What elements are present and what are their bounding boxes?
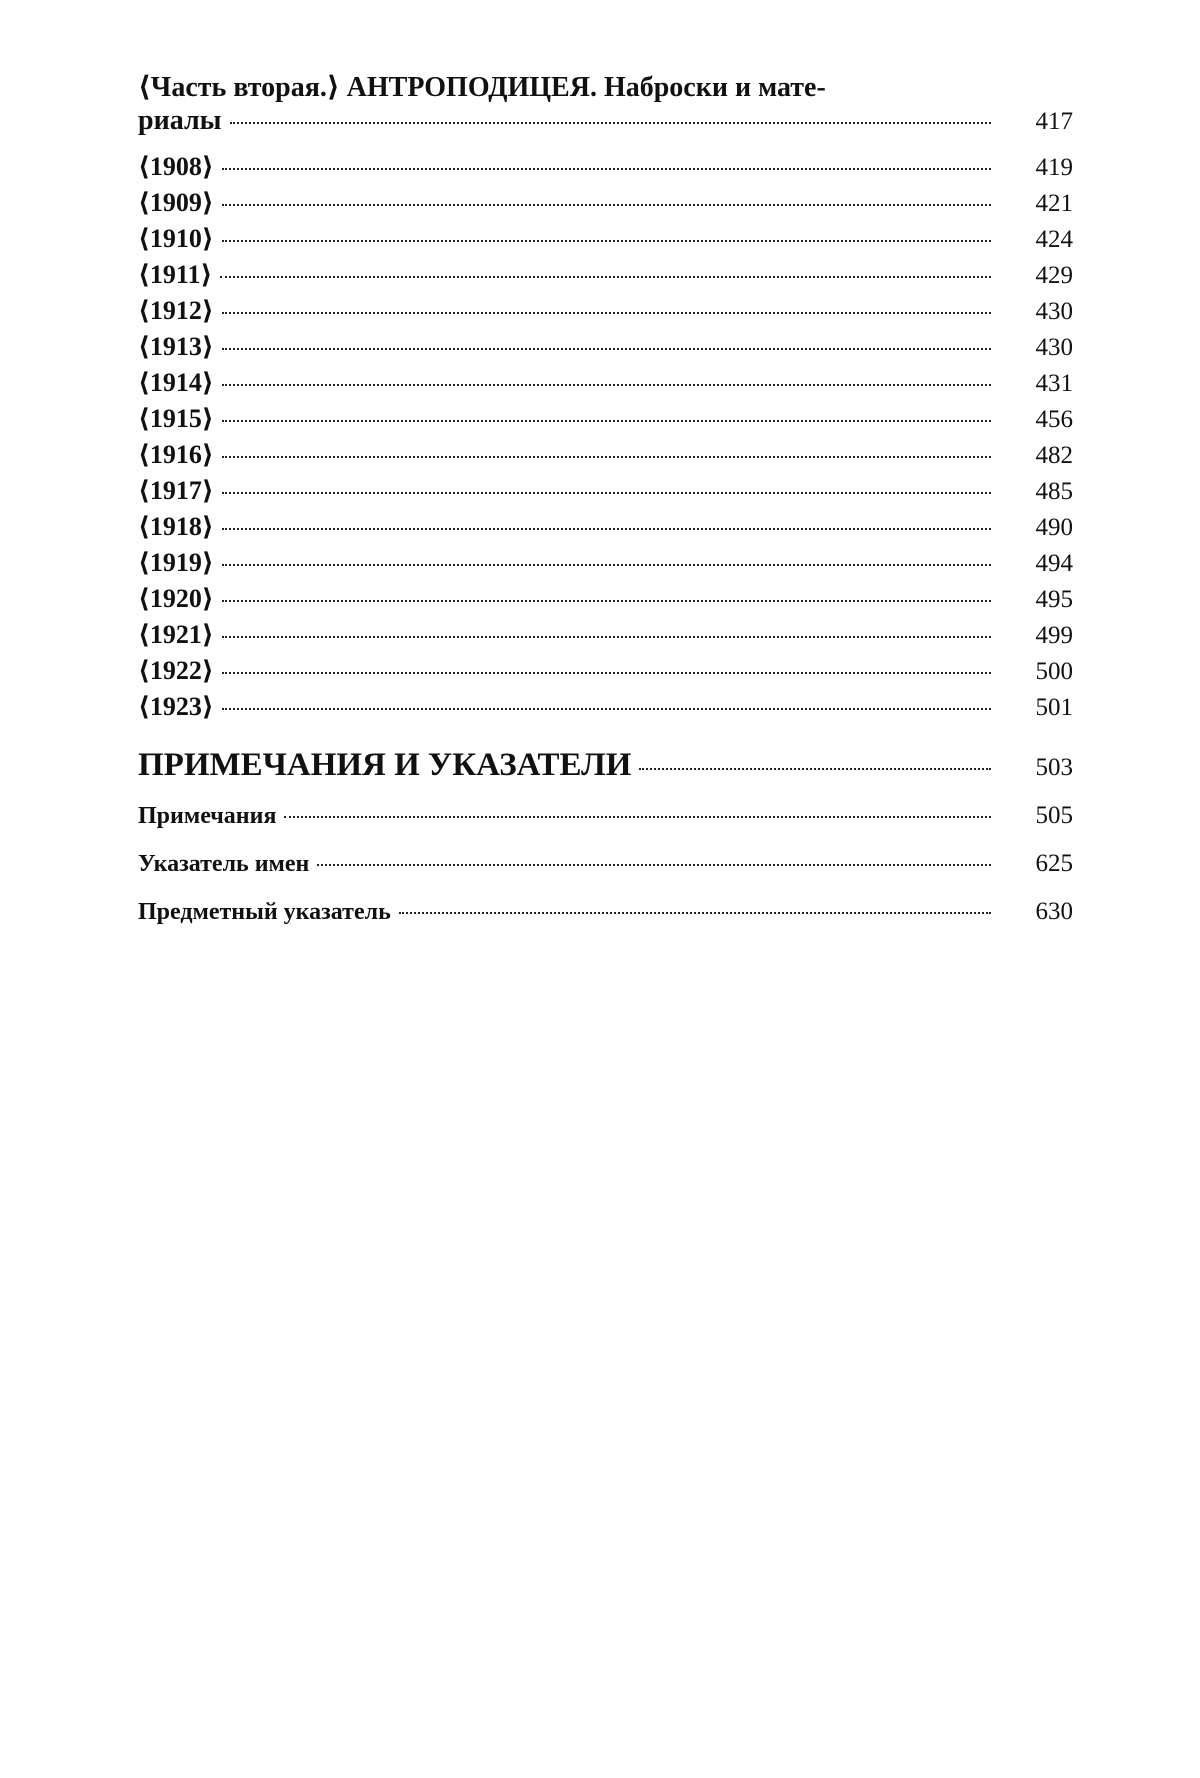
page-number: 482 bbox=[1035, 442, 1073, 469]
page-number: 495 bbox=[1035, 586, 1073, 613]
entry-label: ⟨1909⟩ bbox=[138, 188, 214, 217]
toc-entry-year bbox=[138, 149, 1073, 185]
page-number: 430 bbox=[1035, 298, 1073, 325]
dot-leader bbox=[222, 528, 991, 530]
dot-leader bbox=[222, 312, 991, 314]
page-number: 431 bbox=[1035, 370, 1073, 397]
entry-label: Указатель имен bbox=[138, 851, 310, 877]
dot-leader bbox=[317, 864, 991, 866]
page-number: 421 bbox=[1035, 190, 1073, 217]
entry-label: ⟨1912⟩ bbox=[138, 296, 214, 325]
toc-entry-year bbox=[138, 293, 1073, 329]
page-number: 499 bbox=[1035, 622, 1073, 649]
page-number: 419 bbox=[1035, 154, 1073, 181]
entry-label: ⟨1915⟩ bbox=[138, 404, 214, 433]
part-two-entry bbox=[138, 104, 1073, 139]
entry-label: ⟨1910⟩ bbox=[138, 224, 214, 253]
dot-leader bbox=[222, 600, 991, 602]
toc-entry-year bbox=[138, 617, 1073, 653]
toc-entry-year bbox=[138, 401, 1073, 437]
toc-entry-year bbox=[138, 689, 1073, 725]
dot-leader bbox=[222, 672, 991, 674]
toc-entry-year bbox=[138, 185, 1073, 221]
dot-leader bbox=[222, 348, 991, 350]
page-number: 625 bbox=[1035, 850, 1073, 877]
entry-label: ⟨1908⟩ bbox=[138, 152, 214, 181]
toc-entry-year bbox=[138, 473, 1073, 509]
part-two-title-text-line2: риалы bbox=[138, 105, 222, 136]
toc-entry-year bbox=[138, 437, 1073, 473]
toc-entry-name-index bbox=[138, 840, 1073, 888]
part-two-title-line1 bbox=[138, 72, 1073, 104]
page-number: 424 bbox=[1035, 226, 1073, 253]
dot-leader bbox=[399, 912, 991, 914]
year-list bbox=[138, 149, 1073, 725]
notes-section-entry bbox=[138, 745, 1073, 788]
toc-entry-year bbox=[138, 545, 1073, 581]
dot-leader bbox=[220, 276, 991, 278]
part-two-title-text-line1: ⟨Часть вторая.⟩ АНТРОПОДИЦЕЯ. Наброски и мате- bbox=[138, 72, 826, 103]
dot-leader bbox=[284, 816, 991, 818]
page-number: 417 bbox=[1035, 108, 1073, 135]
dot-leader bbox=[222, 204, 991, 206]
table-of-contents bbox=[138, 72, 1073, 936]
entry-label: ⟨1913⟩ bbox=[138, 332, 214, 361]
page-number: 630 bbox=[1035, 898, 1073, 925]
page-number: 500 bbox=[1035, 658, 1073, 685]
entry-label: ⟨1922⟩ bbox=[138, 656, 214, 685]
toc-entry-subject-index bbox=[138, 888, 1073, 936]
entry-label: ⟨1911⟩ bbox=[138, 260, 213, 289]
entry-label: ⟨1921⟩ bbox=[138, 620, 214, 649]
page-number: 490 bbox=[1035, 514, 1073, 541]
toc-entry-year bbox=[138, 365, 1073, 401]
dot-leader bbox=[222, 456, 991, 458]
page-number: 429 bbox=[1035, 262, 1073, 289]
toc-entry-year bbox=[138, 257, 1073, 293]
entry-label: ⟨1914⟩ bbox=[138, 368, 214, 397]
toc-entry-year bbox=[138, 221, 1073, 257]
page-number: 494 bbox=[1035, 550, 1073, 577]
entry-label: Примечания bbox=[138, 803, 277, 829]
page-number: 485 bbox=[1035, 478, 1073, 505]
toc-entry-year bbox=[138, 581, 1073, 617]
dot-leader bbox=[222, 636, 991, 638]
entry-label: ⟨1920⟩ bbox=[138, 584, 214, 613]
dot-leader bbox=[222, 420, 991, 422]
entry-label: ⟨1918⟩ bbox=[138, 512, 214, 541]
entry-label: ⟨1923⟩ bbox=[138, 692, 214, 721]
dot-leader bbox=[222, 492, 991, 494]
page-number: 505 bbox=[1035, 802, 1073, 829]
dot-leader bbox=[222, 708, 991, 710]
toc-entry-year bbox=[138, 653, 1073, 689]
entry-label: Предметный указатель bbox=[138, 899, 391, 925]
page-number: 503 bbox=[1035, 754, 1073, 781]
dot-leader bbox=[222, 240, 991, 242]
dot-leader bbox=[639, 768, 991, 770]
page-number: 456 bbox=[1035, 406, 1073, 433]
toc-entry-year bbox=[138, 329, 1073, 365]
dot-leader bbox=[222, 384, 991, 386]
section-title: ПРИМЕЧАНИЯ И УКАЗАТЕЛИ bbox=[138, 747, 632, 783]
entry-label: ⟨1917⟩ bbox=[138, 476, 214, 505]
page-number: 430 bbox=[1035, 334, 1073, 361]
dot-leader bbox=[230, 122, 991, 124]
dot-leader bbox=[222, 168, 991, 170]
page-number: 501 bbox=[1035, 694, 1073, 721]
dot-leader bbox=[222, 564, 991, 566]
toc-entry-year bbox=[138, 509, 1073, 545]
toc-entry-notes bbox=[138, 792, 1073, 840]
entry-label: ⟨1919⟩ bbox=[138, 548, 214, 577]
entry-label: ⟨1916⟩ bbox=[138, 440, 214, 469]
